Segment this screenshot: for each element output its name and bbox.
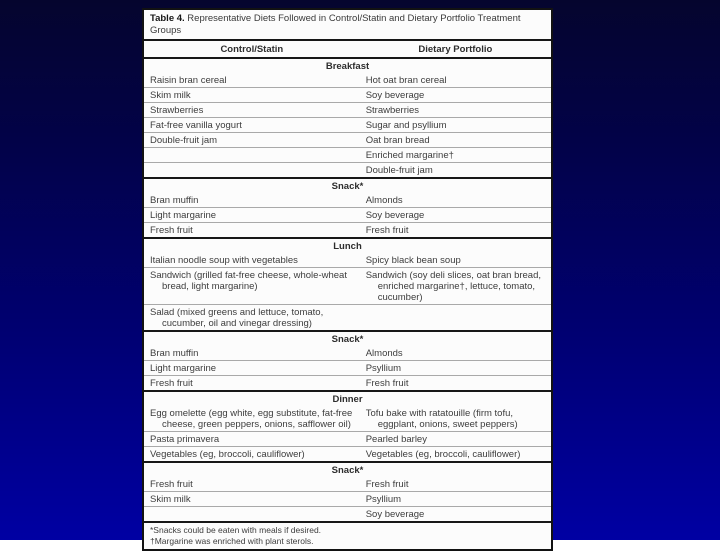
table-row bbox=[144, 208, 551, 223]
table-row bbox=[144, 148, 551, 163]
column-header-dietary-portfolio: Dietary Portfolio bbox=[418, 44, 493, 55]
cell-control-statin: Fat-free vanilla yogurt bbox=[150, 120, 242, 131]
cell-dietary-portfolio: Tofu bake with ratatouille (firm tofu, eggplant, onions, sweet peppers) bbox=[365, 408, 518, 430]
cell-dietary-portfolio: Vegetables (eg, broccoli, cauliflower) bbox=[365, 449, 521, 460]
cell-dietary-portfolio: Soy beverage bbox=[365, 90, 425, 101]
table-row bbox=[144, 163, 551, 177]
cell-control-statin: Bran muffin bbox=[150, 348, 199, 359]
section-header-breakfast: Breakfast bbox=[144, 57, 551, 73]
cell-dietary-portfolio: Enriched margarine† bbox=[365, 150, 454, 161]
cell-dietary-portfolio: Fresh fruit bbox=[365, 378, 409, 389]
cell-dietary-portfolio: Sugar and psyllium bbox=[365, 120, 447, 131]
table-row bbox=[144, 268, 551, 305]
cell-dietary-portfolio: Double-fruit jam bbox=[365, 165, 433, 176]
cell-control-statin bbox=[144, 148, 360, 162]
footnote-margarine: †Margarine was enriched with plant sterols. bbox=[150, 535, 314, 546]
table-row bbox=[144, 346, 551, 361]
table-title bbox=[144, 10, 551, 41]
cell-control-statin: Skim milk bbox=[150, 494, 191, 505]
cell-control-statin: Vegetables (eg, broccoli, cauliflower) bbox=[150, 449, 305, 460]
table-title-text: Representative Diets Followed in Control/Statin and Dietary Portfolio Treatment Groups bbox=[150, 13, 521, 36]
cell-dietary-portfolio bbox=[360, 305, 551, 330]
cell-control-statin: Italian noodle soup with vegetables bbox=[150, 255, 298, 266]
cell-control-statin bbox=[144, 163, 360, 177]
cell-control-statin: Fresh fruit bbox=[150, 225, 193, 236]
table-row bbox=[144, 492, 551, 507]
cell-dietary-portfolio: Psyllium bbox=[365, 363, 402, 374]
table-row bbox=[144, 376, 551, 390]
table-row bbox=[144, 432, 551, 447]
table-row bbox=[144, 103, 551, 118]
table-row bbox=[144, 507, 551, 521]
cell-control-statin: Light margarine bbox=[150, 363, 217, 374]
cell-dietary-portfolio: Hot oat bran cereal bbox=[365, 75, 447, 86]
section-header-lunch: Lunch bbox=[144, 237, 551, 253]
table-number: Table 4. bbox=[150, 13, 185, 24]
cell-control-statin: Egg omelette (egg white, egg substitute, fat-free cheese, green peppers, onions, safflower oil) bbox=[150, 408, 353, 430]
column-header-control-statin: Control/Statin bbox=[220, 44, 284, 55]
table-row bbox=[144, 447, 551, 461]
cell-dietary-portfolio: Soy beverage bbox=[365, 210, 425, 221]
cell-dietary-portfolio: Oat bran bread bbox=[365, 135, 430, 146]
table-row bbox=[144, 73, 551, 88]
cell-control-statin bbox=[144, 507, 360, 521]
cell-dietary-portfolio: Psyllium bbox=[365, 494, 402, 505]
cell-control-statin: Strawberries bbox=[150, 105, 204, 116]
cell-control-statin: Pasta primavera bbox=[150, 434, 220, 445]
table-row bbox=[144, 133, 551, 148]
cell-control-statin: Double-fruit jam bbox=[150, 135, 218, 146]
footnote-snacks: *Snacks could be eaten with meals if desired. bbox=[150, 525, 322, 535]
table-row bbox=[144, 118, 551, 133]
cell-control-statin: Bran muffin bbox=[150, 195, 199, 206]
cell-control-statin: Light margarine bbox=[150, 210, 217, 221]
cell-dietary-portfolio: Fresh fruit bbox=[365, 479, 409, 490]
table-row bbox=[144, 253, 551, 268]
cell-control-statin: Fresh fruit bbox=[150, 378, 193, 389]
table-row bbox=[144, 361, 551, 376]
cell-dietary-portfolio: Sandwich (soy deli slices, oat bran bread, enriched margarine†, lettuce, tomato, cucumber) bbox=[365, 270, 542, 303]
table-row bbox=[144, 406, 551, 432]
cell-dietary-portfolio: Pearled barley bbox=[365, 434, 427, 445]
cell-dietary-portfolio: Almonds bbox=[365, 348, 403, 359]
cell-control-statin: Fresh fruit bbox=[150, 479, 193, 490]
cell-dietary-portfolio: Spicy black bean soup bbox=[365, 255, 461, 266]
diet-table bbox=[142, 8, 553, 551]
section-header-snack: Snack* bbox=[144, 461, 551, 477]
table-body bbox=[144, 57, 551, 521]
cell-control-statin: Sandwich (grilled fat-free cheese, whole-wheat bread, light margarine) bbox=[150, 270, 347, 292]
section-header-snack: Snack* bbox=[144, 177, 551, 193]
cell-control-statin: Raisin bran cereal bbox=[150, 75, 227, 86]
cell-dietary-portfolio: Fresh fruit bbox=[365, 225, 409, 236]
table-row bbox=[144, 305, 551, 330]
table-row bbox=[144, 193, 551, 208]
column-headers bbox=[144, 41, 551, 57]
cell-control-statin: Skim milk bbox=[150, 90, 191, 101]
section-header-snack: Snack* bbox=[144, 330, 551, 346]
table-row bbox=[144, 88, 551, 103]
cell-control-statin: Salad (mixed greens and lettuce, tomato, cucumber, oil and vinegar dressing) bbox=[150, 307, 324, 329]
cell-dietary-portfolio: Soy beverage bbox=[365, 509, 425, 520]
footnotes bbox=[144, 521, 551, 549]
cell-dietary-portfolio: Almonds bbox=[365, 195, 403, 206]
table-row bbox=[144, 477, 551, 492]
cell-dietary-portfolio: Strawberries bbox=[365, 105, 420, 116]
section-header-dinner: Dinner bbox=[144, 390, 551, 406]
table-row bbox=[144, 223, 551, 237]
